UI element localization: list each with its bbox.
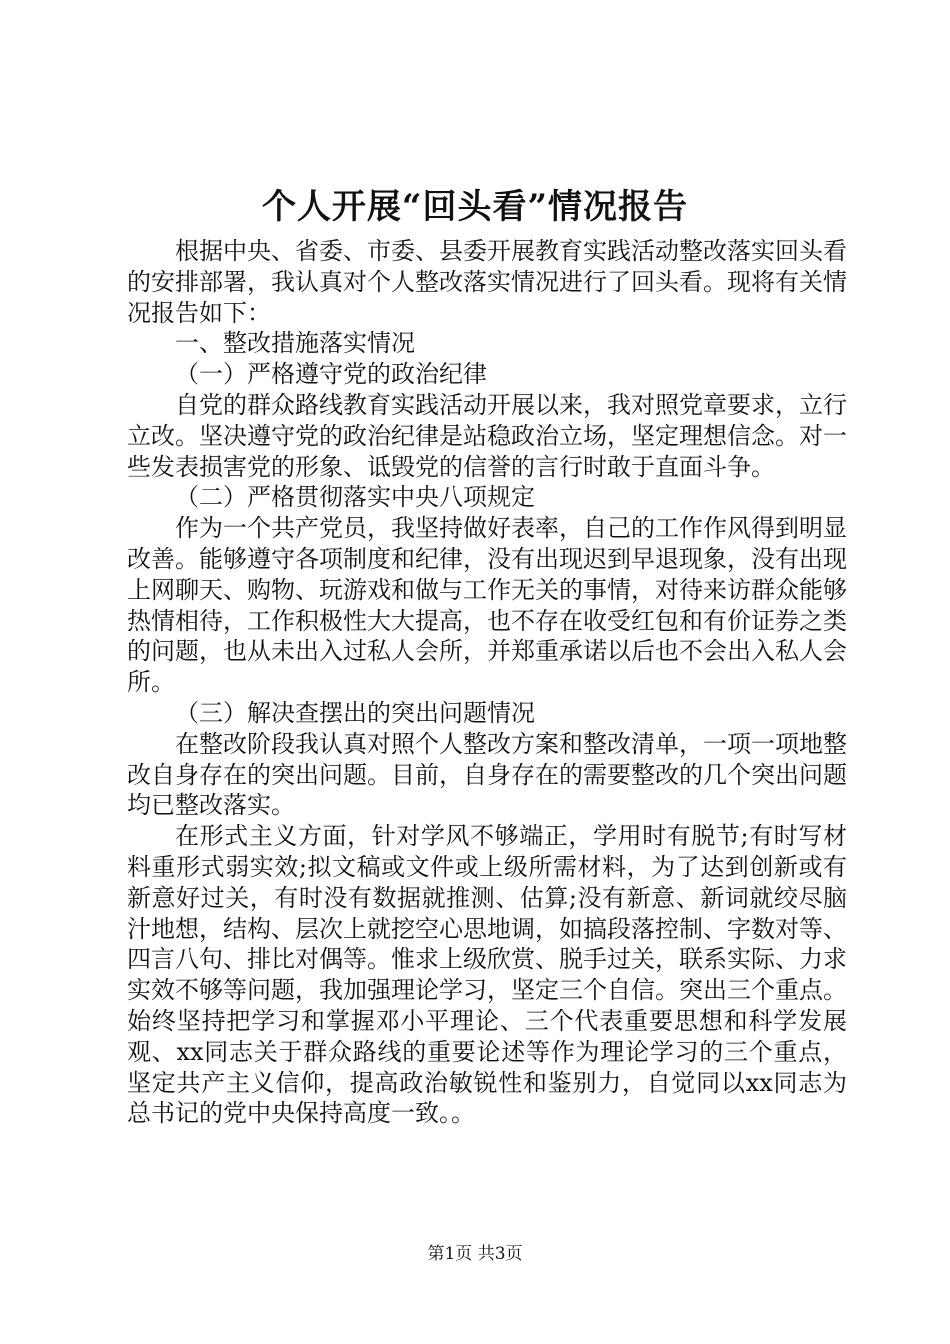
subsection-heading-3: （三）解决查摆出的突出问题情况 [175,698,535,727]
subsection-heading-2: （二）严格贯彻落实中央八项规定 [175,483,535,512]
intro-paragraph: 根据中央、省委、市委、县委开展教育实践活动整改落实回头看的安排部署，我认真对个人整改落实情况进行了回头看。现将有关情况报告如下： [127,237,847,327]
document-title: 个人开展“回头看”情况报告 [261,187,689,227]
subsection-heading-1: （一）严格遵守党的政治纪律 [175,360,487,389]
paragraph-political-discipline: 自党的群众路线教育实践活动开展以来，我对照党章要求，立行立改。坚决遵守党的政治纪律是站稳政治立场，坚定理想信念。对一些发表损害党的形象、诋毁党的信誉的言行时敢于直面斗争。 [127,390,847,481]
paragraph-formalism: 在形式主义方面，针对学风不够端正，学用时有脱节;有时写材料重形式弱实效;拟文稿或文件或上级所需材料，为了达到创新或有新意好过关，有时没有数据就推测、估算;没有新意、新词就绞尽脑汁地想，结构、层次上就挖空心思地调，如搞段落控制、字数对等、四言八句、排比对偶等。惟求上级欣赏、脱手过关，联系实际、力求实效不够等问题，我加强理论学习，坚定三个自信。突出三个重点。始终坚持把学习和掌握邓小平理论、三个代表重要思想和科学发展观、xx同志关于群众路线的重要论述等作为理论学习的三个重点，坚定共产主义信仰，提高政治敏锐性和鉴别力，自觉同以xx同志为总书记的党中央保持高度一致。。 [127,822,847,1128]
section-heading-1: 一、整改措施落实情况 [175,329,415,358]
page-footer: 第1页 共3页 [427,1244,523,1264]
paragraph-eight-rules: 作为一个共产党员，我坚持做好表率，自己的工作作风得到明显改善。能够遵守各项制度和纪律，没有出现迟到早退现象，没有出现上网聊天、购物、玩游戏和做与工作无关的事情，对待来访群众能够热情相待，工作积极性大大提高，也不存在收受红包和有价证券之类的问题，也从未出入过私人会所，并郑重承诺以后也不会出入私人会所。 [127,514,847,697]
paragraph-rectification: 在整改阶段我认真对照个人整改方案和整改清单，一项一项地整改自身存在的突出问题。目前，自身存在的需要整改的几个突出问题均已整改落实。 [127,729,847,820]
document-body [127,236,847,1129]
